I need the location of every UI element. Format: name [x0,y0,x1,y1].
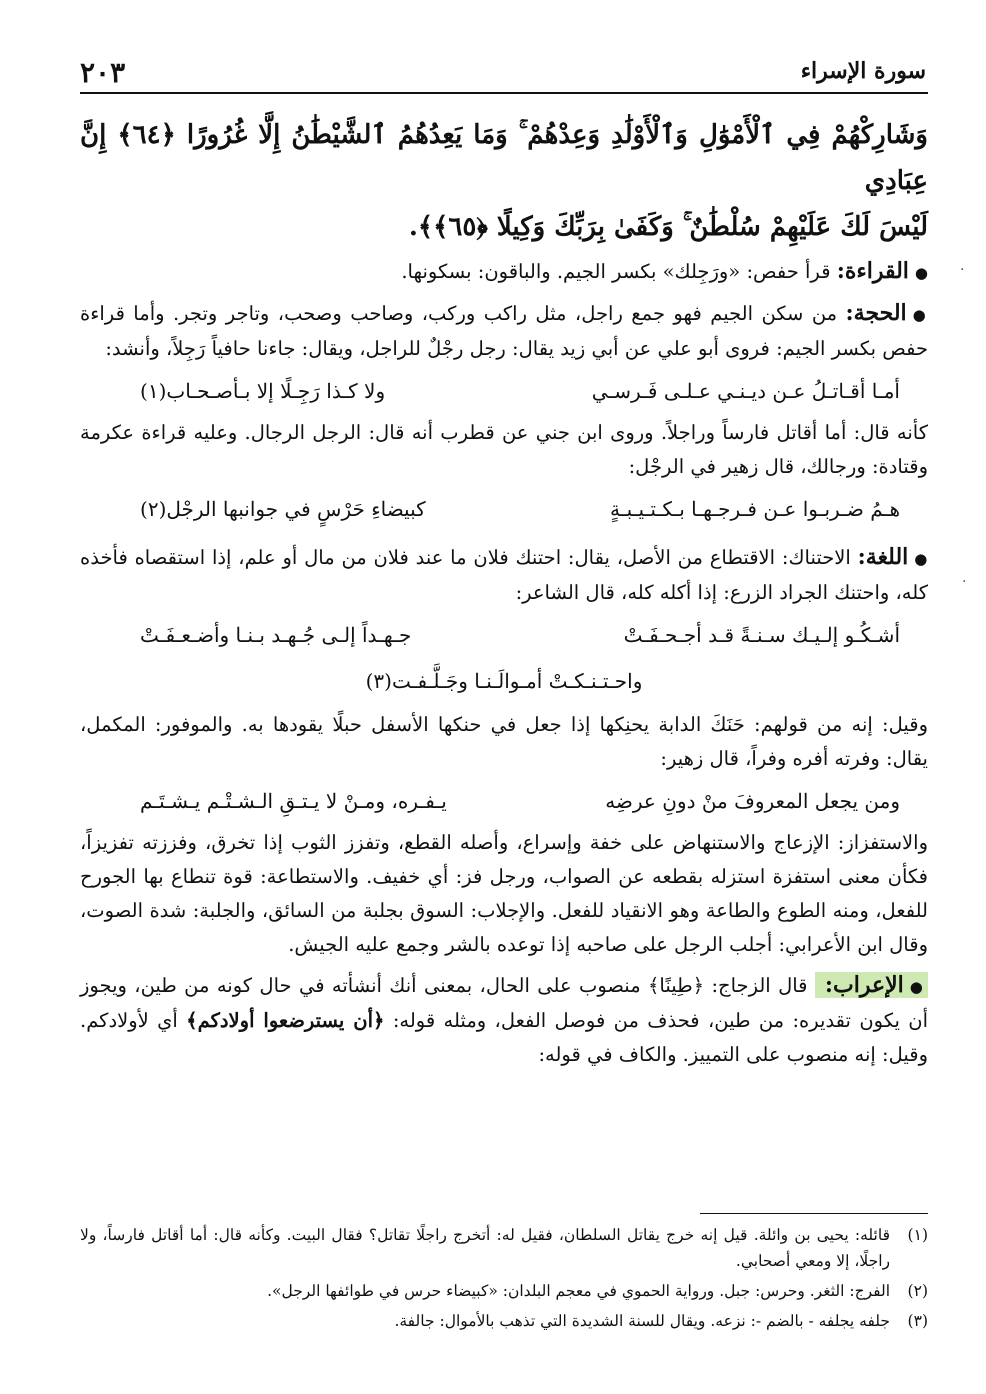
quran-quote: ﴿أن يسترضعوا أولادكم﴾ [186,1009,385,1032]
page-header [80,56,926,92]
quran-line: لَيْسَ لَكَ عَلَيْهِمْ سُلْطَٰنٌ ۚ وَكَفَىٰ بِرَبِّكَ وَكِيلًا ﴿٦٥﴾﴾. [408,212,928,242]
section-text: قال الزجاج: ﴿طِينًا﴾ منصوب على الحال، بمعنى أنك أنشأته في حال كونه من طين، ويجوز أن يكون تقديره: من طين، فحذف من فوصل الفعل، ومثله قوله: [80,974,928,1032]
poetry-verse [80,610,928,660]
footnote-number: (٢) [907,1282,928,1300]
surah-title: سورة الإسراء [800,58,926,84]
poetry-verse [80,484,928,534]
verse-hemistich: ولا كـذا رَجِـلًا إلا بـأصـحـاب(١) [140,379,386,403]
quran-line: وَشَارِكْهُمْ فِي ٱلْأَمْوَٰلِ وَٱلْأَوْلَٰدِ وَعِدْهُمْ ۚ وَمَا يَعِدُهُمُ ٱلشَّيْطَٰنُ إِلَّا غُرُورًا ﴿٦٤﴾ إِنَّ عِبَادِي [80,120,928,196]
header-rule [80,92,928,94]
qiraa-section [80,254,928,290]
poetry-verse [80,776,928,826]
section-text: الاحتناك: الاقتطاع من الأصل، يقال: احتنك فلان ما عند فلان من مال أو علم، إذا استقصاه فأخذه كله، واحتنك الجراد الزرع: إذا أكله كله، قال الشاعر: [80,546,928,604]
verse-hemistich: أشـكُـو إلـيـك سـنـةً قـد أجـحـفَـتْ [623,623,900,647]
bullet-icon: ● [914,550,928,568]
section-text: والاستفزاز: الإزعاج والاستنهاض على خفة وإسراع، وأصله القطع، وتفزز الثوب إذا تخرق، وفززته تفزيزاً، فكأن معنى استفزة استزله بقطعه عن الصواب، ورجل فز: أي خفيف. والاستطاعة: قوة تنطاع بها الجورح للفعل، ومنه الطوع والطاعة وهو الانقياد للفعل. والإجلاب: السوق بجلبة من السائق، والجلبة: شدة الصوت، وقال ابن الأعرابي: أجلب الرجل على صاحبه إذا توعده بالشر وجمع عليه الجيش. [80,831,928,956]
footnote-text: قائله: يحيى بن وائلة. قيل إنه خرج يقاتل السلطان، فقيل له: أتخرج راجلًا تقاتل؟ فقال البيت. وكأنه قال: أما أقاتل فارساً، ولا راجلًا، إلا ومعي أصحابي. [80,1226,890,1270]
verse-hemistich: أمـا أقـاتـلُ عـن ديـنـي عـلـى فَـرسـي [591,379,900,403]
verse-hemistich: يـفـره، ومـنْ لا يـتـقِ الـشـتْـم يـشـتَـم [140,789,447,813]
lugha-section [80,540,928,610]
margin-dot: · [962,574,967,590]
bullet-icon: ● [912,306,928,324]
footnote-text: الفرج: الثغر. وحرس: جبل. ورواية الحموي في معجم البلدان: «كبيضاء حرس في طوائفها الرجل». [267,1282,890,1300]
footnote-text: جلفه يجلفه - بالضم -: نزعه. ويقال للسنة الشديدة التي تذهب بالأموال: جالفة. [394,1312,890,1330]
footnote-number: (٣) [907,1312,928,1330]
poetry-verse [80,366,928,416]
section-label: الإعراب: [824,972,904,998]
footnotes [80,1222,928,1338]
section-text: قرأ حفص: «ورَجِلك» بكسر الجيم. والباقون: بسكونها. [401,260,831,283]
footnote [80,1278,928,1304]
section-label: اللغة: [857,544,909,570]
page-number: ٢٠٣ [80,56,126,89]
hujja-section [80,296,928,366]
quran-verses [80,112,928,250]
section-text: كأنه قال: أما أقاتل فارساً وراجلاً. وروى ابن جني عن قطرب أنه قال: الرجل الرجال. وعليه قراءة عكرمة وقتادة: ورجالك، قال زهير في الرجْل: [80,421,928,478]
verse-hemistich: جـهـداً إلـى جُـهـد بـنـا وأضـعـفَـتْ [140,623,412,647]
section-label: الحجة: [845,300,907,326]
highlighted-label [815,972,928,998]
footnote-rule [700,1213,928,1214]
section-text: أي لأولادكم. وقيل: إنه منصوب على التمييز. والكاف في قوله: [80,1009,928,1066]
section-label: القراءة: [836,258,909,284]
footnote-number: (١) [907,1226,928,1244]
section-text: من سكن الجيم فهو جمع راجل، مثل راكب وركب، وصاحب وصحب، وتاجر وتجر. وأما قراءة حفص بكسر الجيم: فروى أبو علي عن أبي زيد يقال: رجل رجْلٌ للراجل، ويقال: جاءنا حافياً رَجِلاً، وأنشد: [80,302,928,360]
poetry-verse-center: واحـتـنـكـتْ أمـوالَـنـا وجَـلَّـفـت(٣) [365,669,643,693]
section-text: وقيل: إنه من قولهم: حَنَكَ الدابة يحنِكها إذا جعل في حنكها الأسفل حبلًا يقودها به. والموفور: المكمل، يقال: وفرته أفره وفراً، قال زهير: [80,713,928,770]
page-body [80,112,928,1072]
margin-dot: · [960,262,965,278]
verse-hemistich: كبيضاءِ حَرْسٍ في جوانبها الرجْل(٢) [140,497,426,521]
bullet-icon: ● [914,264,928,282]
bullet-icon: ● [909,978,925,996]
verse-hemistich: ومن يجعل المعروفَ منْ دونِ عرضِه [605,789,900,813]
verse-hemistich: هـمُ ضـربـوا عـن فـرجـهـا بـكـتـيـبـةٍ [610,497,900,521]
footnote [80,1308,928,1334]
irab-section [80,968,928,1072]
footnote [80,1222,928,1274]
